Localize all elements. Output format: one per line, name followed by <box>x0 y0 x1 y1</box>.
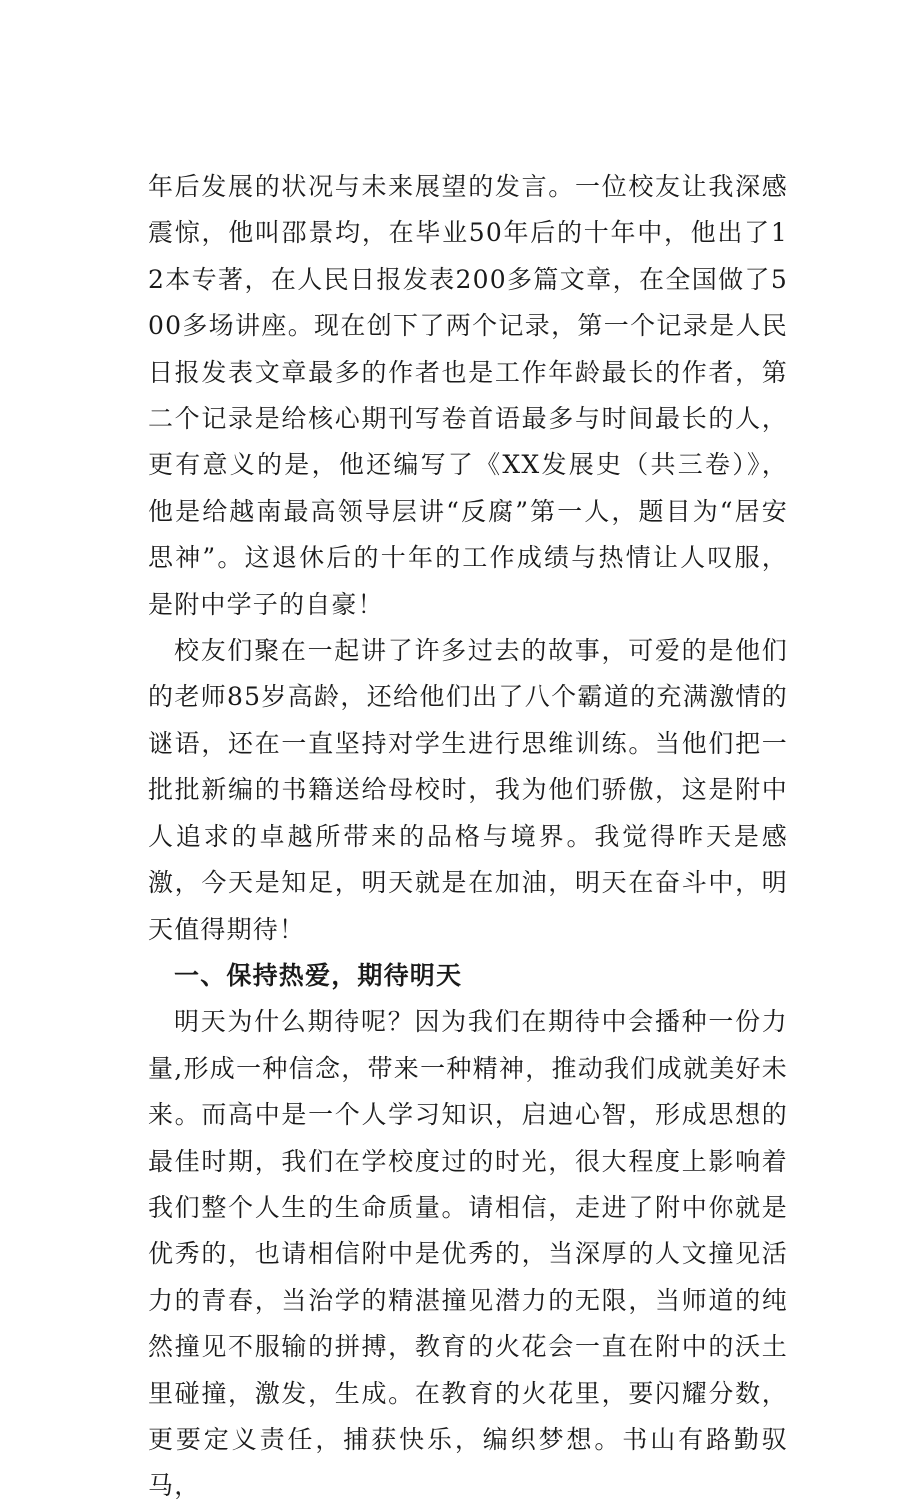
document-body <box>148 164 788 1510</box>
paragraph-looking-forward: 明天为什么期待呢？因为我们在期待中会播种一份力量,形成一种信念，带来一种精神，推动我们成就美好未来。而高中是一个人学习知识，启迪心智，形成思想的最佳时期，我们在学校度过的时光，很大程度上影响着我们整个人生的生命质量。请相信，走进了附中你就是优秀的，也请相信附中是优秀的，当深厚的人文撞见活力的青春，当治学的精湛撞见潜力的无限，当师道的纯然撞见不服输的拼搏，教育的火花会一直在附中的沃土里碰撞，激发，生成。在教育的火花里，要闪耀分数，更要定义责任，捕获快乐，编织梦想。书山有路勤驭马， <box>148 1007 788 1501</box>
paragraph-alumni-stories: 校友们聚在一起讲了许多过去的故事，可爱的是他们的老师85岁高龄，还给他们出了八个霸道的充满激情的谜语，还在一直坚持对学生进行思维训练。当他们把一批批新编的书籍送给母校时，我为他们骄傲，这是附中人追求的卓越所带来的品格与境界。我觉得昨天是感激，今天是知足，明天就是在加油，明天在奋斗中，明天值得期待！ <box>148 636 788 944</box>
paragraph-continuation: 年后发展的状况与未来展望的发言。一位校友让我深感震惊，他叫邵景均，在毕业50年后的十年中，他出了12本专著，在人民日报发表200多篇文章，在全国做了500多场讲座。现在创下了两个记录，第一个记录是人民日报发表文章最多的作者也是工作年龄最长的作者，第二个记录是给核心期刊写卷首语最多与时间最长的人，更有意义的是，他还编写了《XX发展史（共三卷）》，他是给越南最高领导层讲“反腐”第一人，题目为“居安思神”。这退休后的十年的工作成绩与热情让人叹服，是附中学子的自豪！ <box>148 172 788 619</box>
section-heading: 一、保持热爱，期待明天 <box>174 960 463 990</box>
